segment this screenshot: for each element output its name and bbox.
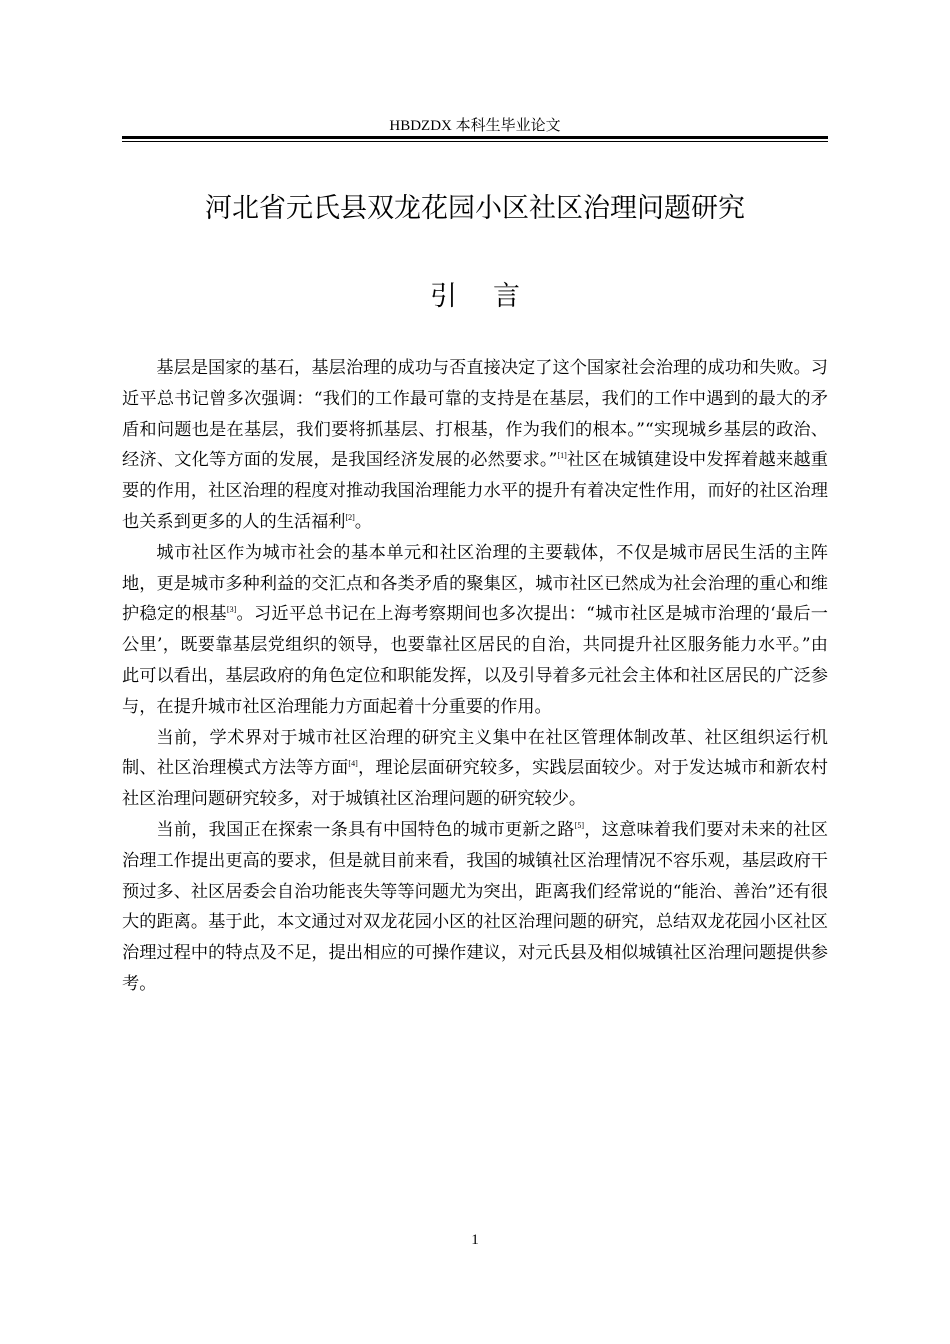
paragraph-2-text-a: 城市社区作为城市社会的基本单元和社区治理的主要载体，不仅是城市居民生活的主阵地，更是城市多种利益的交汇点和各类矛盾的聚集区，城市社区已然成为社会治理的重心和维护稳定的根基: [122, 542, 828, 625]
paragraph-3: [122, 723, 828, 815]
paragraph-4-text-a: 当前，我国正在探索一条具有中国特色的城市更新之路: [156, 819, 575, 840]
paragraph-2-text-b: 。习近平总书记在上海考察期间也多次提出：“城市社区是城市治理的‘最后一公里’，既要靠基层党组织的领导，也要靠社区居民的自治，共同提升社区服务能力水平。”由此可以看出，基层政府的角色定位和职能发挥，以及引导着多元社会主体和社区居民的广泛参与，在提升城市社区治理能力方面起着十分重要的作用。: [122, 604, 828, 717]
citation-4: [4]: [348, 759, 358, 769]
page-number: 1: [471, 1232, 479, 1248]
citation-3: [3]: [226, 605, 237, 615]
paragraph-2: [122, 538, 828, 723]
body-text: [122, 353, 828, 1000]
paragraph-4-text-b: ，这意味着我们要对未来的社区治理工作提出更高的要求，但是就目前来看，我国的城镇社区治理情况不容乐观，基层政府干预过多、社区居委会自治功能丧失等等问题尤为突出，距离我们经常说的“能治、善治”还有很大的距离。基于此，本文通过对双龙花园小区的社区治理问题的研究，总结双龙花园小区社区治理过程中的特点及不足，提出相应的可操作建议，对元氏县及相似城镇社区治理问题提供参考。: [122, 819, 828, 994]
thesis-title: 河北省元氏县双龙花园小区社区治理问题研究: [205, 193, 745, 224]
paragraph-1-text-b: 社区在城镇建设中发挥着越来越重要的作用，社区治理的程度对推动我国治理能力水平的提升有着决定性作用，而好的社区治理也关系到更多的人的生活福利: [122, 450, 828, 532]
citation-2: [2]: [345, 512, 355, 522]
header-rule-thick: [122, 136, 828, 139]
paragraph-3-text-b: ，理论层面研究较多，实践层面较少。对于发达城市和新农村社区治理问题研究较多，对于城镇社区治理问题的研究较少。: [122, 758, 828, 810]
paragraph-1: [122, 353, 828, 538]
paragraph-1-text-a: 基层是国家的基石，基层治理的成功与否直接决定了这个国家社会治理的成功和失败。习近平总书记曾多次强调：“我们的工作最可靠的支持是在基层，我们的工作中遇到的最大的矛盾和问题也是在基层，我们要将抓基层、打根基，作为我们的根本。”“实现城乡基层的政治、经济、文化等方面的发展，是我国经济发展的必然要求。”: [122, 358, 828, 471]
paragraph-3-text-a: 当前，学术界对于城市社区治理的研究主义集中在社区管理体制改革、社区组织运行机制、社区治理模式方法等方面: [122, 727, 828, 779]
section-heading: 引言: [430, 281, 556, 312]
paragraph-1-text-c: 。: [354, 511, 372, 532]
running-header: HBDZDX 本科生毕业论文: [389, 118, 561, 134]
header-rule-thin: [122, 141, 828, 142]
citation-5: [5]: [574, 820, 584, 830]
paragraph-4: [122, 815, 828, 1000]
citation-1: [1]: [557, 451, 567, 461]
